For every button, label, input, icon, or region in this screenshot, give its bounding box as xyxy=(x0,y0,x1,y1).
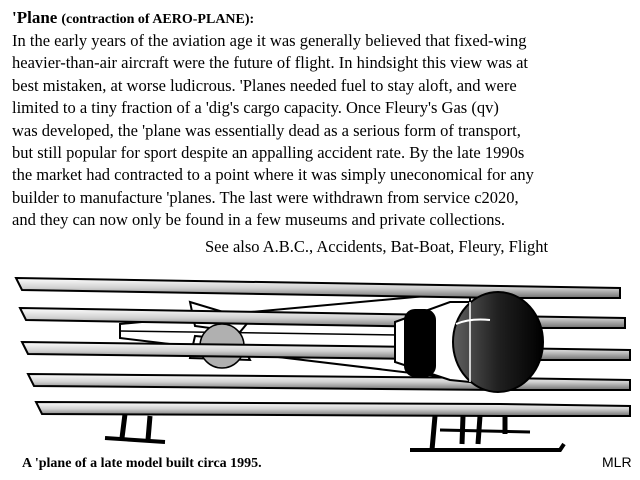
rear-skid xyxy=(105,438,165,442)
cockpit-band xyxy=(405,310,435,376)
entry-body-line: the market had contracted to a point where it was simply uneconomical for any xyxy=(12,165,534,185)
rear-skid-struts xyxy=(122,414,150,440)
see-also-links: See also A.B.C., Accidents, Bat-Boat, Fleury, Flight xyxy=(205,237,549,256)
encyclopedia-entry xyxy=(12,8,632,232)
entry-heading xyxy=(12,8,632,30)
entry-body-line: heavier-than-air aircraft were the future of flight. In hindsight this view was at xyxy=(12,53,529,73)
entry-body-line: builder to manufacture 'planes. The last were withdrawn from service c2020, xyxy=(12,187,519,207)
entry-body-line: but still popular for sport despite an appalling accident rate. By the late 1990s xyxy=(12,143,525,163)
wing-1 xyxy=(16,278,620,298)
entry-gloss: (contraction of AERO-PLANE): xyxy=(61,12,255,27)
entry-body-line: best mistaken, at worse ludicrous. 'Planes needed fuel to stay aloft, and were xyxy=(12,75,517,95)
entry-body-line: was developed, the 'plane was essentially dead as a serious form of transport, xyxy=(12,120,521,140)
entry-body-line: In the early years of the aviation age it was generally believed that fixed-wing xyxy=(12,31,527,50)
wing-4 xyxy=(28,374,630,390)
entry-body-line: and they can now only be found in a few museums and private collections. xyxy=(12,210,506,230)
entry-term: 'Plane xyxy=(12,8,58,27)
multiplane-aircraft-illustration xyxy=(0,262,640,457)
engine-nose xyxy=(453,292,543,392)
front-skid-struts xyxy=(432,416,505,450)
artist-signature: MLR xyxy=(602,454,632,470)
illustration-caption: A 'plane of a late model built circa 1995. xyxy=(22,456,262,471)
wing-5 xyxy=(36,402,630,416)
entry-body-line: limited to a tiny fraction of a 'dig's cargo capacity. Once Fleury's Gas (qv) xyxy=(12,98,499,118)
entry-body xyxy=(12,30,632,232)
front-skid-crossbar xyxy=(440,430,530,432)
